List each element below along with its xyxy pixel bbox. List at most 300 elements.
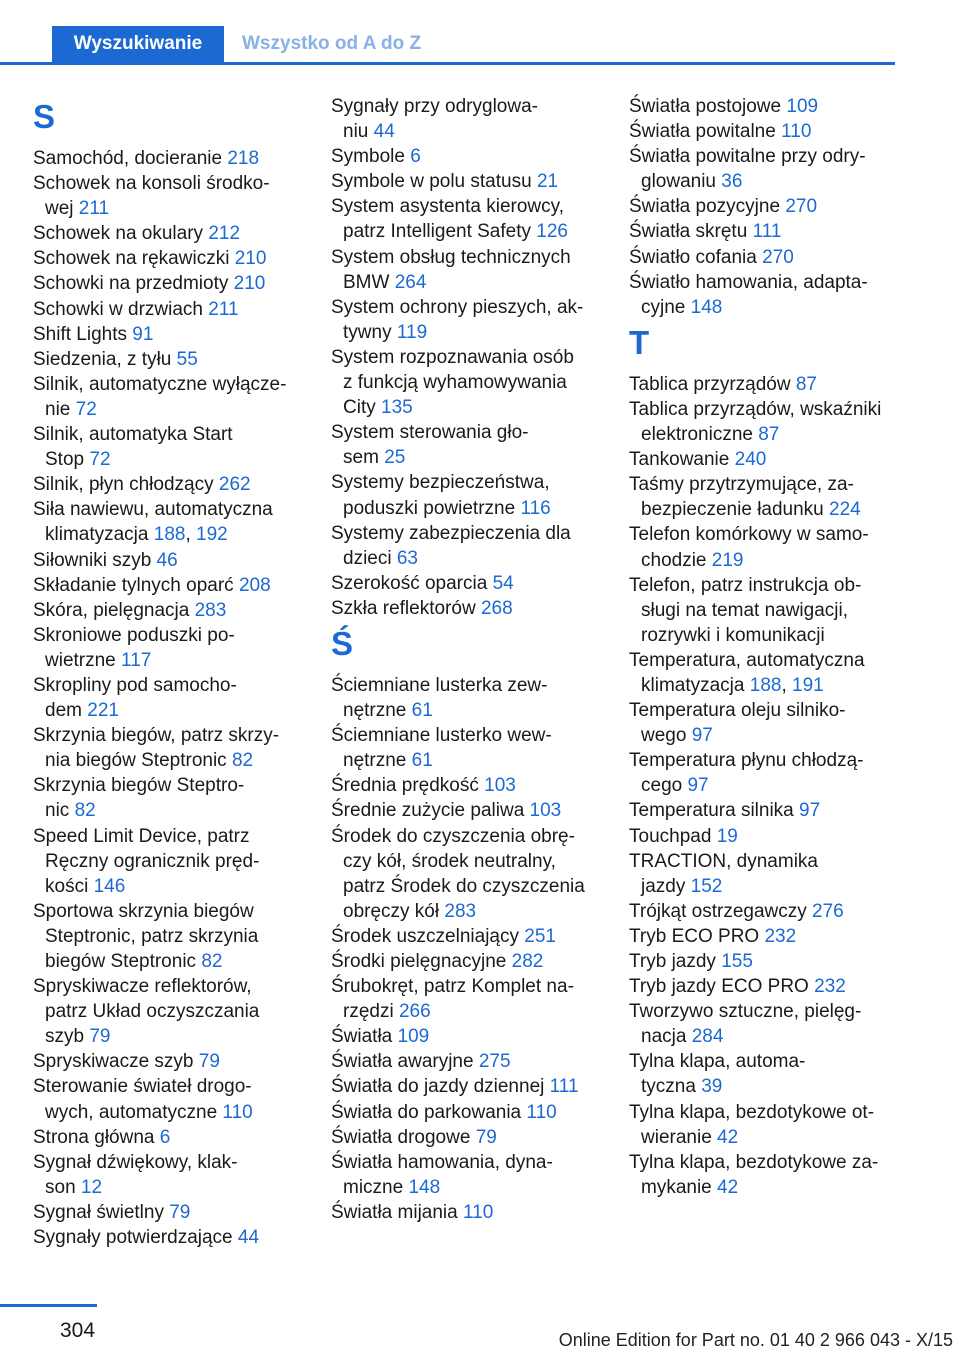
index-column-1 bbox=[33, 94, 303, 1250]
page-reference-link[interactable]: 275 bbox=[478, 1051, 511, 1073]
index-entry-text: cego bbox=[641, 775, 683, 797]
index-entry bbox=[331, 1125, 601, 1150]
page-reference-link[interactable]: 42 bbox=[717, 1126, 739, 1148]
index-entry-text: Światła skrętu bbox=[629, 221, 748, 243]
index-entry-text: Telefon, patrz instrukcja ob- bbox=[629, 574, 862, 596]
index-entry bbox=[331, 673, 601, 723]
index-entry-text: Sygnały przy odryglowa- bbox=[331, 96, 538, 117]
index-entry-text: Temperatura oleju silniko- bbox=[629, 700, 846, 722]
page-reference-link[interactable]: 110 bbox=[526, 1101, 557, 1123]
index-entry bbox=[33, 723, 303, 773]
page-reference-link[interactable]: 210 bbox=[234, 248, 267, 270]
page-reference-link[interactable]: 191 bbox=[792, 674, 824, 696]
index-entry-text: kości bbox=[45, 875, 89, 897]
index-entry bbox=[33, 673, 303, 723]
index-entry-text: Silnik, płyn chłodzący bbox=[33, 474, 214, 496]
index-column-2 bbox=[331, 94, 601, 1225]
index-entry bbox=[33, 221, 303, 246]
index-entry-text: Tylna klapa, automa- bbox=[629, 1051, 806, 1073]
page-reference-link[interactable]: 79 bbox=[198, 1051, 220, 1073]
page-reference-link[interactable]: 210 bbox=[233, 273, 266, 295]
index-entry-text: Sportowa skrzynia biegów bbox=[33, 900, 254, 922]
page-reference-link[interactable]: 208 bbox=[238, 574, 271, 596]
index-entry-text: System sterowania gło- bbox=[331, 422, 529, 444]
index-entry bbox=[629, 1100, 899, 1150]
page-reference-link[interactable]: 97 bbox=[687, 775, 709, 797]
edition-note: Online Edition for Part no. 01 40 2 966 043 - X/15 bbox=[558, 1330, 953, 1350]
index-entry bbox=[33, 773, 303, 823]
page-reference-link[interactable]: 111 bbox=[549, 1076, 579, 1098]
index-entry-text: Światło hamowania, adapta- bbox=[629, 271, 868, 293]
page-reference-link[interactable]: 282 bbox=[511, 951, 544, 972]
index-entry-text: mykanie bbox=[641, 1176, 712, 1198]
index-entry-text: Trójkąt ostrzegawczy bbox=[629, 900, 807, 922]
index-entry-text: Tryb jazdy ECO PRO bbox=[629, 976, 809, 998]
index-entry-text: rzędzi bbox=[343, 1001, 394, 1023]
index-entry-text: Tablica przyrządów bbox=[629, 373, 791, 395]
index-entry-text: z funkcją wyhamowywania bbox=[343, 372, 567, 394]
page-reference-link[interactable]: 21 bbox=[536, 171, 559, 193]
page-reference-link[interactable]: 109 bbox=[397, 1026, 430, 1048]
page-reference-link[interactable]: 218 bbox=[227, 148, 260, 169]
index-entry bbox=[331, 521, 601, 571]
index-entry: Temperatura, automatyczna klimatyzacja 188, 191 bbox=[629, 649, 865, 696]
index-entry-text: sem bbox=[343, 447, 379, 469]
index-entry-text: System obsług technicznych bbox=[331, 246, 571, 268]
index-entry bbox=[33, 1150, 303, 1200]
index-entry-text: Sygnał dźwiękowy, klak- bbox=[33, 1151, 238, 1173]
index-entry bbox=[629, 94, 899, 119]
index-entry-text: Temperatura płynu chłodzą- bbox=[629, 750, 864, 772]
page-reference-link[interactable]: 152 bbox=[690, 875, 723, 897]
index-entry-text: Średnie zużycie paliwa bbox=[331, 800, 525, 822]
index-entry bbox=[629, 194, 899, 219]
page-reference-link[interactable]: 224 bbox=[829, 499, 861, 521]
index-entry-text: Samochód, docieranie bbox=[33, 148, 223, 169]
page-reference-link[interactable]: 54 bbox=[492, 572, 514, 594]
index-entry bbox=[629, 219, 899, 244]
index-entry-text: Taśmy przytrzymujące, za- bbox=[629, 474, 854, 496]
index-letter-heading: T bbox=[629, 323, 650, 361]
page-reference-link[interactable]: 61 bbox=[411, 750, 433, 772]
page-reference-link[interactable]: 126 bbox=[536, 221, 568, 243]
page-reference-link[interactable]: 232 bbox=[764, 925, 797, 947]
index-entry bbox=[331, 1200, 601, 1225]
index-entry-text: Ściemniane lusterko wew- bbox=[331, 725, 552, 747]
index-entry-text: Środek do czyszczenia obrę- bbox=[331, 825, 575, 847]
page-reference-link[interactable]: 82 bbox=[74, 800, 96, 822]
index-entry bbox=[33, 1225, 303, 1250]
page-reference-link[interactable]: 97 bbox=[799, 800, 821, 822]
page-reference-link[interactable]: 148 bbox=[690, 296, 723, 318]
page-reference-link[interactable]: 192 bbox=[196, 524, 228, 546]
index-entry-text: czy kół, środek neutralny, bbox=[343, 850, 556, 872]
page-reference-link[interactable]: 116 bbox=[520, 497, 551, 519]
index-entry-text: poduszki powietrzne bbox=[343, 497, 516, 519]
index-entry-text: Światła bbox=[331, 1026, 393, 1048]
page-reference-link[interactable]: 97 bbox=[691, 725, 713, 747]
index-entry bbox=[331, 169, 601, 194]
index-entry bbox=[629, 447, 899, 472]
page-reference-link[interactable]: 188 bbox=[749, 674, 782, 696]
index-entry bbox=[629, 397, 899, 447]
index-entry-text: Światła powitalne przy odry- bbox=[629, 146, 866, 168]
tab-search[interactable]: Wyszukiwanie bbox=[52, 26, 224, 62]
index-entry-text: Światła mijania bbox=[331, 1201, 458, 1223]
index-entry bbox=[629, 798, 899, 823]
index-entry-text: Stop bbox=[45, 449, 85, 471]
index-entry-text: bezpieczenie ładunku bbox=[641, 499, 824, 521]
page-reference-link[interactable]: 266 bbox=[398, 1001, 431, 1023]
index-entry bbox=[331, 723, 601, 773]
page-reference-link[interactable]: 110 bbox=[463, 1201, 494, 1223]
index-entry bbox=[33, 271, 303, 296]
index-entry-text: nia biegów Steptronic bbox=[45, 750, 227, 772]
index-entry-text: Ściemniane lusterka zew- bbox=[331, 674, 548, 696]
index-entry-text: Systemy bezpieczeństwa, bbox=[331, 472, 550, 494]
page-reference-link[interactable]: 276 bbox=[812, 900, 844, 922]
page-reference-link[interactable]: 42 bbox=[717, 1176, 739, 1198]
page-reference-link[interactable]: 61 bbox=[411, 700, 433, 722]
index-entry-text: Sterowanie świateł drogo- bbox=[33, 1076, 252, 1098]
index-entry-text: wych, automatyczne bbox=[45, 1101, 218, 1123]
index-entry-text: tyczna bbox=[641, 1076, 696, 1098]
index-entry-text: Światła pozycyjne bbox=[629, 196, 781, 218]
index-entry bbox=[331, 1150, 601, 1200]
index-entry-text: Tryb jazdy bbox=[629, 951, 716, 972]
index-entry bbox=[33, 347, 303, 372]
index-entry bbox=[629, 372, 899, 397]
index-entry-text: Światła powitalne bbox=[629, 121, 776, 143]
index-entry-text: Tylna klapa, bezdotykowe za- bbox=[629, 1151, 879, 1173]
index-entry-text: cyjne bbox=[641, 296, 686, 318]
page-reference-link[interactable]: 283 bbox=[444, 900, 477, 922]
page-reference-link[interactable]: 79 bbox=[169, 1201, 191, 1223]
page-reference-link[interactable]: 55 bbox=[176, 348, 198, 370]
index-entry-text: Shift Lights bbox=[33, 323, 127, 345]
page-reference-link[interactable]: 6 bbox=[159, 1126, 171, 1148]
index-entry bbox=[331, 470, 601, 520]
index-entry bbox=[331, 194, 601, 244]
page-reference-link[interactable]: 219 bbox=[711, 549, 744, 571]
page-reference-link[interactable]: 19 bbox=[716, 825, 738, 847]
index-entry bbox=[331, 420, 601, 470]
index-entry-text: Siłowniki szyb bbox=[33, 549, 152, 571]
page-number: 304 bbox=[60, 1319, 96, 1342]
index-entry-text: patrz Środek do czyszczenia bbox=[343, 875, 585, 897]
index-entry-text: nic bbox=[45, 800, 70, 822]
index-entry-text: wego bbox=[641, 725, 687, 747]
page-reference-link[interactable]: 46 bbox=[156, 549, 178, 571]
index-entry bbox=[331, 1024, 601, 1049]
index-entry-text: Telefon komórkowy w samo- bbox=[629, 524, 869, 546]
index-entry-text: System rozpoznawania osób bbox=[331, 346, 574, 368]
page-reference-link[interactable]: 12 bbox=[80, 1176, 103, 1198]
index-entry-text: Tryb ECO PRO bbox=[629, 925, 760, 947]
page-reference-link[interactable]: 44 bbox=[373, 121, 395, 143]
index-entry-text: jazdy bbox=[641, 875, 686, 897]
index-entry bbox=[33, 1200, 303, 1225]
index-entry bbox=[33, 1049, 303, 1074]
index-entry-text: TRACTION, dynamika bbox=[629, 850, 818, 872]
page-reference-link[interactable]: 25 bbox=[384, 447, 406, 469]
index-entry bbox=[331, 571, 601, 596]
index-entry-text: Silnik, automatyka Start bbox=[33, 424, 233, 446]
index-entry-text: Temperatura, automatyczna bbox=[629, 649, 865, 671]
index-entry bbox=[331, 596, 601, 621]
page-reference-link[interactable]: 91 bbox=[132, 323, 154, 345]
index-entry bbox=[33, 598, 303, 623]
page-reference-link[interactable]: 117 bbox=[121, 649, 152, 671]
index-entry-text: Strona główna bbox=[33, 1126, 155, 1148]
index-entry-text: klimatyzacja bbox=[45, 524, 149, 546]
index-entry bbox=[629, 472, 899, 522]
page-reference-link[interactable]: 262 bbox=[218, 474, 251, 496]
index-entry-text: Speed Limit Device, patrz bbox=[33, 825, 250, 847]
index-entry-text: szyb bbox=[45, 1026, 85, 1048]
page-reference-link[interactable]: 119 bbox=[396, 321, 428, 343]
page-reference-link[interactable]: 211 bbox=[208, 298, 239, 320]
index-entry bbox=[331, 345, 601, 420]
index-entry-text: Tablica przyrządów, wskaźniki bbox=[629, 398, 882, 420]
index-entry-text: Skóra, pielęgnacja bbox=[33, 599, 190, 621]
index-entry bbox=[629, 949, 899, 974]
index-entry-text: Światło cofania bbox=[629, 246, 757, 268]
index-entry-text: Schowki na przedmioty bbox=[33, 273, 229, 295]
index-entry bbox=[331, 295, 601, 345]
index-entry-text: Skroniowe poduszki po- bbox=[33, 624, 235, 646]
index-entry-text: miczne bbox=[343, 1176, 404, 1198]
index-entry bbox=[629, 999, 899, 1049]
page-reference-link[interactable]: 103 bbox=[529, 800, 562, 822]
page-reference-link[interactable]: 87 bbox=[795, 373, 817, 395]
index-entry-text: wej bbox=[45, 198, 74, 220]
index-entry-text: Tankowanie bbox=[629, 449, 730, 471]
index-entry-text: patrz Intelligent Safety bbox=[343, 221, 531, 243]
index-entry-text: klimatyzacja bbox=[641, 674, 745, 696]
index-entry-text: nacja bbox=[641, 1026, 687, 1048]
index-entry-text: wietrzne bbox=[45, 649, 116, 671]
index-entry-text: nie bbox=[45, 398, 71, 420]
index-entry bbox=[629, 522, 899, 572]
index-entry-text: glowaniu bbox=[641, 171, 716, 193]
page-reference-link[interactable]: 146 bbox=[93, 875, 126, 897]
index-entry bbox=[331, 798, 601, 823]
index-entry-text: elektroniczne bbox=[641, 424, 753, 446]
index-entry-text: Symbole bbox=[331, 146, 405, 168]
index-entry bbox=[33, 1125, 303, 1150]
index-entry bbox=[331, 1074, 601, 1099]
page-reference-link[interactable]: 211 bbox=[78, 198, 110, 220]
index-entry-text: Sygnały potwierdzające bbox=[33, 1227, 233, 1249]
index-entry-text: BMW bbox=[343, 271, 390, 293]
index-entry bbox=[629, 698, 899, 748]
index-entry-text: Szerokość oparcia bbox=[331, 572, 488, 594]
index-entry bbox=[33, 824, 303, 899]
index-entry bbox=[331, 144, 601, 169]
page-reference-link[interactable]: 36 bbox=[721, 171, 743, 193]
index-entry bbox=[629, 974, 899, 999]
index-entry-text: Składanie tylnych oparć bbox=[33, 574, 234, 596]
index-entry bbox=[33, 372, 303, 422]
index-entry-text: Śrubokręt, patrz Komplet na- bbox=[331, 976, 574, 998]
index-entry-text: dzieci bbox=[343, 547, 392, 569]
page-reference-link[interactable]: 72 bbox=[75, 398, 97, 420]
index-entry bbox=[33, 548, 303, 573]
index-entry-text: Szkła reflektorów bbox=[331, 597, 476, 619]
page-reference-link[interactable]: 110 bbox=[222, 1101, 253, 1123]
index-entry-text: System asystenta kierowcy, bbox=[331, 196, 565, 218]
index-entry-text: Spryskiwacze szyb bbox=[33, 1051, 194, 1073]
index-entry-text: Siedzenia, z tyłu bbox=[33, 348, 172, 370]
index-entry bbox=[629, 144, 899, 194]
index-column-3 bbox=[629, 94, 899, 1200]
page-reference-link[interactable]: 39 bbox=[701, 1076, 723, 1098]
index-entry-text: patrz Układ oczyszczania bbox=[45, 1001, 260, 1023]
index-entry bbox=[33, 573, 303, 598]
page-reference-link[interactable]: 111 bbox=[752, 221, 782, 243]
index-entry bbox=[331, 1049, 601, 1074]
index-entry-text: Tworzywo sztuczne, pielęg- bbox=[629, 1001, 862, 1023]
index-entry: Siła nawiewu, automatyczna klimatyzacja 188, 192 bbox=[33, 499, 273, 546]
page-reference-link[interactable]: 79 bbox=[475, 1126, 497, 1148]
page-reference-link[interactable]: 270 bbox=[762, 246, 794, 268]
page-reference-link[interactable]: 232 bbox=[814, 976, 846, 998]
index-entry-text: Schowek na konsoli środko- bbox=[33, 173, 270, 195]
index-entry bbox=[331, 94, 601, 144]
page-reference-link[interactable]: 284 bbox=[691, 1026, 724, 1048]
index-entry bbox=[33, 322, 303, 347]
index-entry bbox=[33, 623, 303, 673]
page-reference-link[interactable]: 270 bbox=[785, 196, 818, 218]
page-reference-link[interactable]: 251 bbox=[524, 925, 556, 947]
page-reference-link[interactable]: 79 bbox=[89, 1026, 111, 1048]
index-entry-text: Tylna klapa, bezdotykowe ot- bbox=[629, 1101, 875, 1123]
page-reference-link[interactable]: 87 bbox=[758, 424, 780, 446]
index-entry-text: Średnia prędkość bbox=[331, 775, 479, 797]
index-entry bbox=[629, 573, 899, 648]
index-entry bbox=[331, 245, 601, 295]
index-entry-text: Siła nawiewu, automatyczna bbox=[33, 499, 273, 521]
index-entry bbox=[331, 949, 601, 974]
index-entry-text: dem bbox=[45, 700, 82, 722]
page-reference-link[interactable]: 264 bbox=[394, 271, 427, 293]
index-letter-heading: S bbox=[33, 98, 56, 135]
index-entry bbox=[629, 245, 899, 270]
footer-rule bbox=[0, 1304, 97, 1307]
page-reference-link[interactable]: 283 bbox=[194, 599, 227, 621]
index-entry-text: son bbox=[45, 1176, 76, 1198]
index-entry-text: System ochrony pieszych, ak- bbox=[331, 296, 584, 318]
index-entry-text: chodzie bbox=[641, 549, 707, 571]
index-entry bbox=[629, 1049, 899, 1099]
index-entry-text: Światła do jazdy dziennej bbox=[331, 1076, 545, 1098]
page-reference-link[interactable]: 135 bbox=[381, 397, 413, 419]
page-reference-link[interactable]: 109 bbox=[786, 96, 819, 117]
index-entry-text: Spryskiwacze reflektorów, bbox=[33, 976, 252, 998]
index-entry-text: niu bbox=[343, 121, 369, 143]
page-reference-link[interactable]: 82 bbox=[201, 951, 223, 972]
index-entry bbox=[629, 270, 899, 320]
page-reference-link[interactable]: 221 bbox=[87, 700, 119, 722]
index-entry-text: Sygnał świetlny bbox=[33, 1201, 164, 1223]
index-entry-text: Touchpad bbox=[629, 825, 712, 847]
page-reference-link[interactable]: 240 bbox=[734, 449, 767, 471]
index-entry bbox=[331, 773, 601, 798]
index-entry-text: wieranie bbox=[641, 1126, 712, 1148]
index-entry-text: Schowki w drzwiach bbox=[33, 298, 203, 320]
page-reference-link[interactable]: 212 bbox=[208, 223, 241, 245]
index-entry bbox=[33, 899, 303, 974]
index-entry-text: obręczy kół bbox=[343, 900, 440, 922]
index-entry bbox=[33, 472, 303, 497]
page-reference-link[interactable]: 103 bbox=[484, 775, 516, 797]
index-entry-text: Światła postojowe bbox=[629, 96, 782, 117]
index-entry-text: Systemy zabezpieczenia dla bbox=[331, 522, 571, 544]
index-entry bbox=[331, 824, 601, 924]
index-entry bbox=[33, 422, 303, 472]
index-entry bbox=[629, 924, 899, 949]
index-entry bbox=[629, 119, 899, 144]
page-reference-link[interactable]: 155 bbox=[721, 951, 753, 972]
index-entry bbox=[33, 146, 303, 171]
index-entry-text: Środek uszczelniający bbox=[331, 925, 519, 947]
index-entry-text: Steptronic, patrz skrzynia bbox=[45, 925, 259, 947]
index-entry-text: Światła drogowe bbox=[331, 1126, 471, 1148]
index-entry bbox=[33, 246, 303, 271]
index-entry-text: Skrzynia biegów, patrz skrzy- bbox=[33, 725, 280, 747]
page-reference-link[interactable]: 44 bbox=[237, 1227, 260, 1249]
index-entry-text: Schowek na rękawiczki bbox=[33, 248, 230, 270]
index-entry-text: Temperatura silnika bbox=[629, 800, 794, 822]
page-reference-link[interactable]: 82 bbox=[231, 750, 254, 772]
page-reference-link[interactable]: 6 bbox=[410, 146, 421, 168]
index-entry bbox=[629, 1150, 899, 1200]
index-entry-text: Światła hamowania, dyna- bbox=[331, 1151, 553, 1173]
index-entry-text: Światła do parkowania bbox=[331, 1101, 522, 1123]
index-entry-text: nętrzne bbox=[343, 750, 407, 772]
index-entry-text: rozrywki i komunikacji bbox=[641, 624, 825, 646]
index-entry-text: Środki pielęgnacyjne bbox=[331, 951, 507, 972]
index-entry bbox=[629, 899, 899, 924]
index-entry bbox=[33, 171, 303, 221]
page-reference-link[interactable]: 72 bbox=[89, 449, 111, 471]
index-entry-text: sługi na temat nawigacji, bbox=[641, 599, 848, 621]
index-entry-text: Ręczny ogranicznik pręd- bbox=[45, 850, 260, 872]
index-entry-text: tywny bbox=[343, 321, 392, 343]
page-reference-link[interactable]: 110 bbox=[781, 121, 812, 143]
index-letter-heading: Ś bbox=[331, 624, 354, 662]
index-entry bbox=[33, 1074, 303, 1124]
page-reference-link[interactable]: 148 bbox=[408, 1176, 441, 1198]
index-entry-text: Silnik, automatyczne wyłącze- bbox=[33, 373, 287, 395]
index-entry bbox=[331, 924, 601, 949]
index-entry-text: City bbox=[343, 397, 376, 419]
index-entry-text: Skropliny pod samocho- bbox=[33, 674, 237, 696]
index-entry bbox=[331, 974, 601, 1024]
index-entry bbox=[629, 824, 899, 849]
index-entry-text: nętrzne bbox=[343, 700, 407, 722]
index-entry bbox=[33, 974, 303, 1049]
page-reference-link[interactable]: 63 bbox=[396, 547, 418, 569]
index-entry-text: Światła awaryjne bbox=[331, 1051, 474, 1073]
header-bar bbox=[0, 26, 895, 65]
index-entry-text: Schowek na okulary bbox=[33, 223, 204, 245]
index-entry-text: Symbole w polu statusu bbox=[331, 171, 532, 193]
page-reference-link[interactable]: 188 bbox=[153, 524, 186, 546]
tab-a-to-z[interactable]: Wszystko od A do Z bbox=[242, 33, 422, 54]
page-reference-link[interactable]: 268 bbox=[480, 597, 513, 619]
